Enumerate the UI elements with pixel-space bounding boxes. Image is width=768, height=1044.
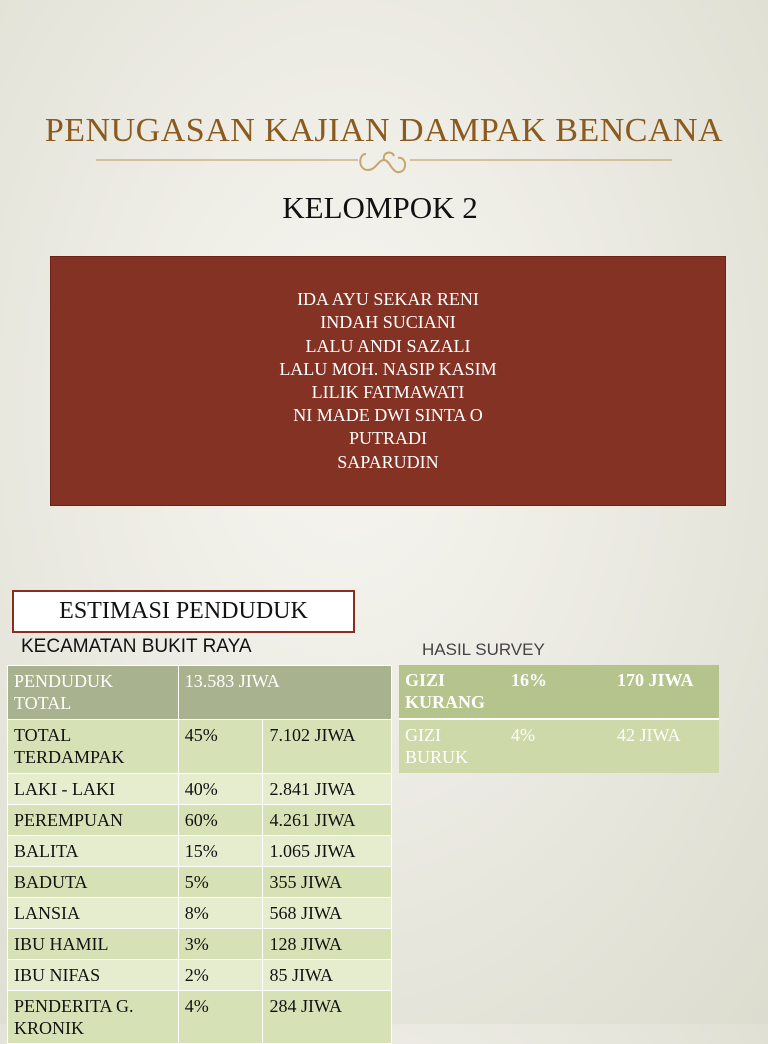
section-title: ESTIMASI PENDUDUK [12,590,355,633]
member-name: IDA AYU SEKAR RENI [297,289,479,310]
row-pct: 3% [178,929,263,960]
members-panel [50,256,726,506]
table-row [8,991,392,1044]
survey-label: HASIL SURVEY [422,640,545,659]
members-list [279,288,496,474]
table-row [8,836,392,867]
row-value: 128 JIWA [263,929,392,960]
population-total-value: 13.583 JIWA [178,666,391,720]
member-name: INDAH SUCIANI [320,312,456,333]
row-pct: 45% [178,720,263,774]
row-value: 7.102 JIWA [263,720,392,774]
row-pct: 4% [505,719,611,773]
member-name: LALU ANDI SAZALI [305,335,471,356]
table-row [8,960,392,991]
row-pct: 15% [178,836,263,867]
table-row [399,665,719,719]
table-row [8,774,392,805]
row-label: TOTAL TERDAMPAK [8,720,179,774]
table-row [8,805,392,836]
row-label: PENDERITA G. KRONIK [8,991,179,1044]
row-pct: 4% [178,991,263,1044]
row-label: PEREMPUAN [8,805,179,836]
row-label: BADUTA [8,867,179,898]
row-value: 4.261 JIWA [263,805,392,836]
group-title: KELOMPOK 2 [282,190,478,225]
row-label: IBU HAMIL [8,929,179,960]
population-total-label: PENDUDUK TOTAL [8,666,179,720]
member-name: LILIK FATMAWATI [311,382,465,402]
row-pct: 60% [178,805,263,836]
table-row [8,929,392,960]
row-pct: 5% [178,867,263,898]
row-pct: 8% [178,898,263,929]
row-pct: 2% [178,960,263,991]
member-name: LALU MOH. NASIP KASIM [279,358,497,379]
row-pct: 16% [505,665,611,719]
row-label: LAKI - LAKI [8,774,179,805]
population-table [7,665,392,1044]
row-label: GIZI BURUK [399,719,505,773]
row-label: LANSIA [8,898,179,929]
row-value: 170 JIWA [611,665,719,719]
row-label: BALITA [8,836,179,867]
row-value: 85 JIWA [263,960,392,991]
row-label: GIZI KURANG [399,665,505,719]
row-value: 2.841 JIWA [263,774,392,805]
row-value: 1.065 JIWA [263,836,392,867]
member-name: NI MADE DWI SINTA O [293,405,483,426]
member-name: PUTRADI [348,428,427,449]
row-label: IBU NIFAS [8,960,179,991]
table-row [8,867,392,898]
survey-table [399,665,719,773]
row-value: 284 JIWA [263,991,392,1044]
table-row [8,666,392,720]
row-pct: 40% [178,774,263,805]
row-value: 42 JIWA [611,719,719,773]
page-title: PENUGASAN KAJIAN DAMPAK BENCANA [44,112,724,149]
table-row [8,898,392,929]
location-label: KECAMATAN BUKIT RAYA [21,636,252,657]
table-row [8,720,392,774]
table-row [399,719,719,773]
member-name: SAPARUDIN [337,451,439,472]
row-value: 568 JIWA [263,898,392,929]
row-value: 355 JIWA [263,867,392,898]
scroll-ornament-icon [96,148,672,178]
